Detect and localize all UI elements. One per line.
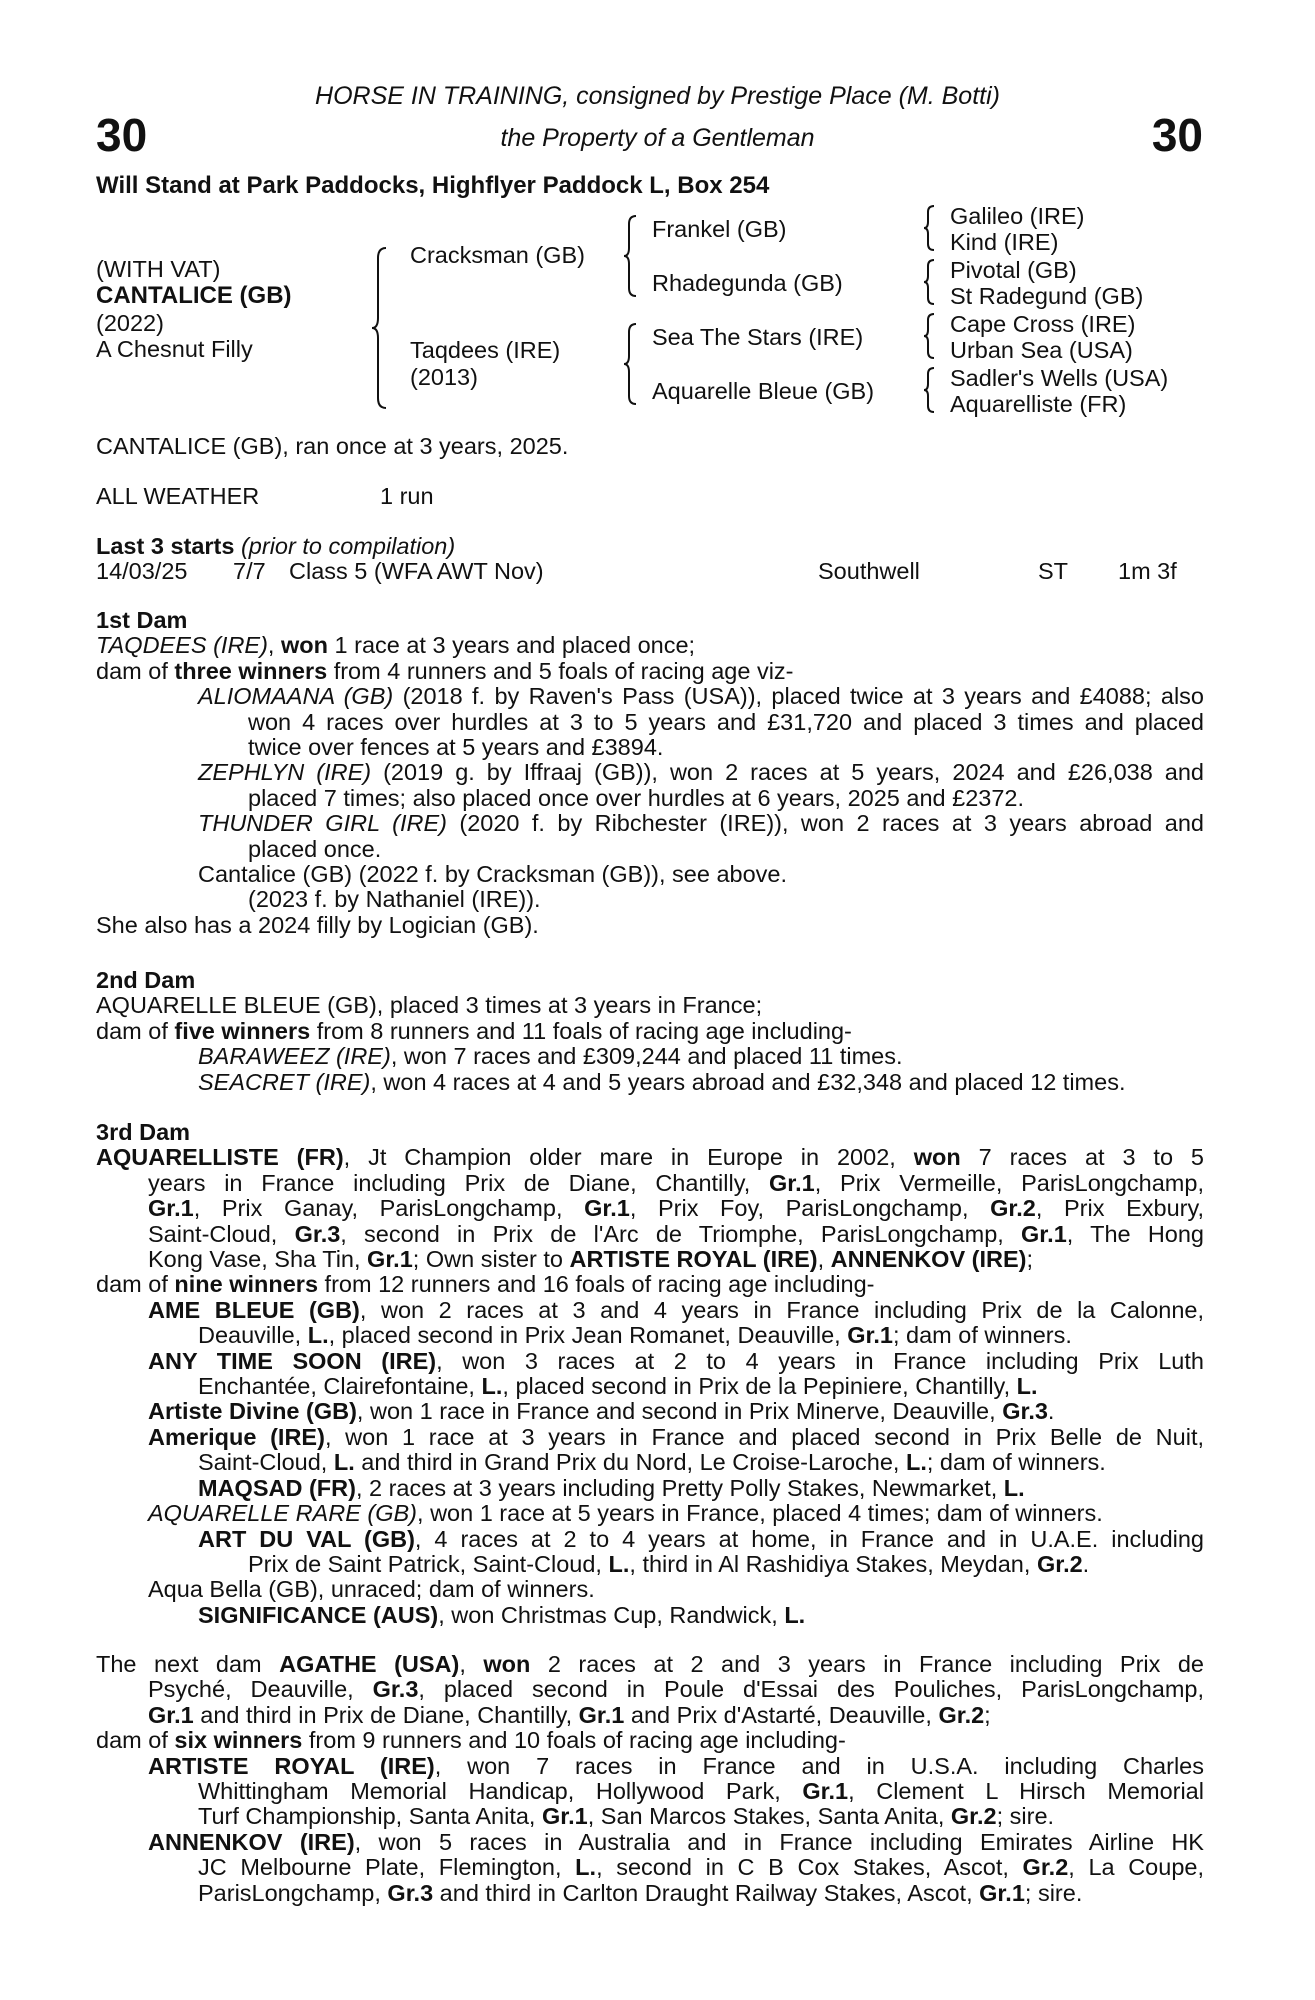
text: 1 race at 3 years and placed once; [327, 632, 696, 659]
pedigree-g7: Sadler's Wells (USA) [950, 365, 1169, 391]
start-distance: 1m 3f [1118, 558, 1177, 584]
third-dam-line [96, 1349, 1204, 1374]
start-position: 7/7 [233, 558, 266, 584]
dam-name: AGATHE (USA) [279, 1651, 460, 1677]
stand-line: Will Stand at Park Paddocks, Highflyer Paddock L, Box 254 [96, 172, 770, 199]
produce-name: ANY TIME SOON (IRE) [148, 1347, 437, 1374]
pedigree-dam: Taqdees (IRE) [410, 337, 561, 363]
text: Gr.2 [990, 1195, 1036, 1222]
text: , won 5 races in Australia and in France including Emirates Airline HK [354, 1828, 1204, 1855]
text: ParisLongchamp, [198, 1879, 388, 1906]
text: , won 7 races in France and in U.S.A. including Charles [434, 1752, 1204, 1779]
text: and third in Prix de Diane, Chantilly, [193, 1701, 579, 1728]
horse-year: (2022) [96, 310, 164, 336]
text: JC Melbourne Plate, Flemington, [198, 1854, 576, 1881]
next-dam-line [96, 1677, 1204, 1702]
next-dam-line [96, 1830, 1204, 1855]
text: Gr.2 [1022, 1854, 1069, 1881]
text: Gr.3 [372, 1676, 419, 1703]
lot-number-left: 30 [96, 109, 148, 161]
start-date: 14/03/25 [96, 558, 188, 584]
next-dam-line [96, 1881, 1204, 1906]
produce-name: SIGNIFICANCE (AUS) [198, 1601, 439, 1628]
third-dam-line [96, 1501, 1204, 1526]
third-dam-line [96, 1552, 1204, 1577]
pedigree-g4: St Radegund (GB) [950, 283, 1144, 309]
pedigree-sire-dam: Rhadegunda (GB) [652, 270, 843, 296]
text: Kong Vase, Sha Tin, [148, 1246, 368, 1273]
next-dam-line [96, 1703, 1204, 1728]
third-dam-line [96, 1476, 1204, 1501]
second-dam-line [96, 1070, 1204, 1095]
text: , won 1 race at 5 years in France, placed 4 times; dam of winners. [417, 1500, 1103, 1527]
pedigree-dam-dam: Aquarelle Bleue (GB) [652, 378, 875, 404]
third-dam-line [96, 1527, 1204, 1552]
brace-g78 [922, 366, 938, 414]
text: 7 races at 3 to 5 [960, 1144, 1204, 1171]
pedigree-g6: Urban Sea (USA) [950, 337, 1133, 363]
text: Gr.2 [950, 1803, 997, 1830]
third-dam-line [96, 1450, 1204, 1475]
text: ; dam of winners. [892, 1322, 1072, 1349]
third-dam-line [96, 1222, 1204, 1247]
pedigree-dam-year: (2013) [410, 364, 478, 390]
text: ; [1026, 1246, 1034, 1273]
text: ; [984, 1701, 991, 1728]
produce-name: ARTISTE ROYAL (IRE) [148, 1752, 435, 1779]
text: Psyché, Deauville, [148, 1676, 373, 1703]
text: Gr.1 [802, 1778, 849, 1805]
third-dam-line [96, 1171, 1204, 1196]
brace-sire [622, 214, 640, 298]
text: dam of [96, 1017, 175, 1044]
third-dam-line [96, 1603, 1204, 1628]
text: , Prix Vermeille, ParisLongchamp, [814, 1169, 1204, 1196]
third-dam-line: Aqua Bella (GB), unraced; dam of winners. [148, 1576, 595, 1603]
first-dam-line [96, 659, 1204, 684]
pedigree-g3: Pivotal (GB) [950, 257, 1077, 283]
text: , Clement L Hirsch Memorial [848, 1778, 1204, 1805]
next-dam-line [96, 1754, 1204, 1779]
second-dam-line: AQUARELLE BLEUE (GB), placed 3 times at 3 years in France; [96, 992, 763, 1019]
text: nine winners [174, 1271, 319, 1298]
text: , second in C B Cox Stakes, Ascot, [596, 1854, 1023, 1881]
text: Whittingham Memorial Handicap, Hollywood Park, [198, 1778, 803, 1805]
text: , 4 races at 2 to 4 years at home, in France and in U.A.E. including [414, 1525, 1205, 1552]
last-starts-heading [96, 533, 455, 560]
text: dam of [96, 657, 175, 684]
text: L. [575, 1854, 597, 1881]
text: , won 1 race at 3 years in France and placed second in Prix Belle de Nuit, [324, 1423, 1204, 1450]
first-dam-line: won 4 races over hurdles at 3 to 5 years and £31,720 and placed 3 times and placed [248, 708, 1204, 735]
surface-runs: 1 run [380, 483, 434, 509]
produce-name: MAQSAD (FR) [198, 1474, 356, 1501]
text: ANNENKOV (IRE) [830, 1246, 1027, 1273]
pedigree-g5: Cape Cross (IRE) [950, 311, 1136, 337]
pedigree-sire-sire: Frankel (GB) [652, 216, 787, 242]
consignment-line: HORSE IN TRAINING, consigned by Prestige Place (M. Botti) [315, 82, 1000, 110]
text: Turf Championship, Santa Anita, [198, 1803, 542, 1830]
race-summary: CANTALICE (GB), ran once at 3 years, 2025. [96, 433, 569, 459]
second-dam-section [96, 968, 1204, 1095]
last-starts-title: Last 3 starts [96, 533, 235, 559]
brace-main [370, 246, 390, 410]
text: , won 3 races at 2 to 4 years in France including Prix Luth [436, 1347, 1204, 1374]
third-dam-line [96, 1247, 1204, 1272]
text: , won 2 races at 3 and 4 years in France including Prix de la Calonne, [359, 1296, 1204, 1323]
text: ; Own sister to [412, 1246, 570, 1273]
text: , placed second in Poule d'Essai des Pouliches, ParisLongchamp, [418, 1676, 1205, 1703]
produce-name: SEACRET (IRE) [198, 1068, 371, 1095]
third-dam-line [96, 1196, 1204, 1221]
text: , 2 races at 3 years including Pretty Polly Stakes, Newmarket, [355, 1474, 1004, 1501]
pedigree-g1: Galileo (IRE) [950, 203, 1085, 229]
text: ; sire. [996, 1803, 1055, 1830]
third-dam-line [96, 1145, 1204, 1170]
next-dam-line [96, 1804, 1204, 1829]
text: , placed second in Prix de la Pepiniere, Chantilly, [502, 1373, 1017, 1400]
first-dam-line: twice over fences at 5 years and £3894. [248, 734, 664, 761]
pedigree-dam-sire: Sea The Stars (IRE) [652, 324, 864, 350]
produce-name: ART DU VAL (GB) [198, 1525, 415, 1552]
text: Gr.2 [938, 1701, 985, 1728]
third-dam-line [96, 1425, 1204, 1450]
text: and third in Grand Prix du Nord, Le Croise-Laroche, [354, 1449, 906, 1476]
text: ; dam of winners. [926, 1449, 1106, 1476]
text: L. [333, 1449, 355, 1476]
first-dam-line: placed once. [248, 835, 382, 862]
first-dam-line: Cantalice (GB) (2022 f. by Cracksman (GB)), see above. [198, 861, 788, 888]
second-dam-line [96, 1044, 1204, 1069]
produce-name: AME BLEUE (GB) [148, 1296, 360, 1323]
horse-name: CANTALICE (GB) [96, 282, 292, 309]
first-dam-line [96, 811, 1204, 836]
text: three winners [174, 657, 328, 684]
text: L. [1003, 1474, 1025, 1501]
text: ARTISTE ROYAL (IRE) [569, 1246, 818, 1273]
pedigree-sire: Cracksman (GB) [410, 242, 585, 268]
produce-name: BARAWEEZ (IRE) [198, 1043, 391, 1070]
text: and Prix d'Astarté, Deauville, [624, 1701, 939, 1728]
produce-name: Artiste Divine (GB) [148, 1398, 357, 1425]
text: , La Coupe, [1068, 1854, 1204, 1881]
produce-name: ANNENKOV (IRE) [148, 1828, 355, 1855]
last-starts-note: (prior to compilation) [240, 533, 456, 559]
first-dam-section [96, 608, 1204, 938]
text: Gr.2 [1036, 1550, 1083, 1577]
produce-name: Amerique (IRE) [148, 1423, 325, 1450]
first-dam-title: 1st Dam [96, 607, 188, 633]
text: dam of [96, 1271, 175, 1298]
text: Gr.1 [768, 1169, 815, 1196]
text: Gr.1 [847, 1322, 893, 1349]
text: Gr.1 [367, 1246, 413, 1273]
property-line: the Property of a Gentleman [500, 124, 815, 152]
text: Gr.3 [387, 1879, 434, 1906]
brace-dam [622, 322, 640, 406]
text: , won 1 race in France and second in Prix Minerve, Deauville, [356, 1398, 1003, 1425]
text: , [817, 1246, 831, 1273]
dam-name: TAQDEES (IRE) [96, 632, 268, 659]
text: The next dam [96, 1651, 280, 1677]
text: (2020 f. by Ribchester (IRE)), won 2 races at 3 years abroad and [446, 810, 1204, 837]
text: , Prix Foy, ParisLongchamp, [629, 1195, 991, 1222]
text: Gr.1 [584, 1195, 630, 1222]
vat-label: (WITH VAT) [96, 256, 221, 282]
text: from 4 runners and 5 foals of racing age viz- [327, 657, 794, 684]
text: Gr.1 [578, 1701, 625, 1728]
text: from 12 runners and 16 foals of racing age including- [318, 1271, 875, 1298]
second-dam-line [96, 1019, 1204, 1044]
first-dam-line: placed 7 times; also placed once over hurdles at 6 years, 2025 and £2372. [248, 784, 1025, 811]
text: from 8 runners and 11 foals of racing age including- [310, 1017, 852, 1044]
text: , The Hong [1066, 1220, 1205, 1247]
next-dam-line [96, 1855, 1204, 1880]
text: , won Christmas Cup, Randwick, [438, 1601, 785, 1628]
produce-name: AQUARELLE RARE (GB) [148, 1500, 418, 1527]
start-course: Southwell [818, 558, 920, 584]
text: and third in Carlton Draught Railway Stakes, Ascot, [433, 1879, 980, 1906]
third-dam-section [96, 1120, 1204, 1628]
text: L. [481, 1373, 503, 1400]
dam-name: AQUARELLISTE (FR) [96, 1144, 344, 1171]
text: , third in Al Rashidiya Stakes, Meydan, [629, 1550, 1037, 1577]
text: five winners [174, 1017, 311, 1044]
text: Prix de Saint Patrick, Saint-Cloud, [248, 1550, 609, 1577]
next-dam-section [96, 1652, 1204, 1906]
next-dam-line [96, 1728, 1204, 1753]
start-race: Class 5 (WFA AWT Nov) [289, 558, 544, 584]
text: Gr.3 [294, 1220, 341, 1247]
brace-g34 [922, 258, 938, 306]
start-going: ST [1038, 558, 1069, 584]
text: Gr.1 [979, 1879, 1025, 1906]
text: six winners [174, 1727, 303, 1754]
first-dam-line: She also has a 2024 filly by Logician (GB). [96, 911, 539, 938]
first-dam-line [96, 633, 1204, 658]
brace-g12 [922, 204, 938, 252]
text: Gr.1 [148, 1195, 194, 1222]
text: , Jt Champion older mare in Europe in 2002, [343, 1144, 914, 1171]
text: Saint-Cloud, [198, 1449, 334, 1476]
text: Enchantée, Clairefontaine, [198, 1373, 482, 1400]
text: years in France including Prix de Diane, Chantilly, [148, 1169, 769, 1196]
text: . [1082, 1550, 1090, 1577]
pedigree-g8: Aquarelliste (FR) [950, 391, 1127, 417]
first-dam-line [96, 684, 1204, 709]
text: , Prix Ganay, ParisLongchamp, [193, 1195, 585, 1222]
first-dam-line [96, 760, 1204, 785]
text: L. [307, 1322, 329, 1349]
text: Gr.1 [542, 1803, 588, 1830]
text: Saint-Cloud, [148, 1220, 295, 1247]
text: won [280, 632, 328, 659]
text: dam of [96, 1727, 175, 1754]
text: , San Marcos Stakes, Santa Anita, [587, 1803, 951, 1830]
first-dam-line: (2023 f. by Nathaniel (IRE)). [248, 886, 541, 913]
text: Gr.1 [148, 1701, 194, 1728]
third-dam-title: 3rd Dam [96, 1119, 191, 1145]
text: L. [608, 1550, 630, 1577]
third-dam-line [96, 1374, 1204, 1399]
text: 2 races at 2 and 3 years in France including Prix de [530, 1651, 1204, 1677]
text: from 9 runners and 10 foals of racing age including- [302, 1727, 846, 1754]
text: L. [905, 1449, 927, 1476]
text: L. [784, 1601, 806, 1628]
text: Gr.3 [1002, 1398, 1048, 1425]
next-dam-line [96, 1652, 1204, 1677]
produce-name: ALIOMAANA (GB) [198, 683, 394, 710]
horse-description: A Chesnut Filly [96, 336, 253, 362]
produce-name: THUNDER GIRL (IRE) [198, 810, 447, 837]
surface-label: ALL WEATHER [96, 483, 260, 509]
text: Gr.1 [1021, 1220, 1067, 1247]
text: Deauville, [198, 1322, 308, 1349]
third-dam-line [96, 1298, 1204, 1323]
text: won [483, 1651, 531, 1677]
brace-g56 [922, 312, 938, 360]
text: won [913, 1144, 961, 1171]
text: L. [1016, 1373, 1038, 1400]
next-dam-line [96, 1779, 1204, 1804]
text: , [459, 1651, 484, 1677]
produce-name: ZEPHLYN (IRE) [198, 759, 372, 786]
text: , placed second in Prix Jean Romanet, Deauville, [328, 1322, 848, 1349]
pedigree-g2: Kind (IRE) [950, 229, 1059, 255]
text: , [267, 632, 281, 659]
text: , Prix Exbury, [1035, 1195, 1205, 1222]
third-dam-line [96, 1323, 1204, 1348]
text: , second in Prix de l'Arc de Triomphe, ParisLongchamp, [340, 1220, 1022, 1247]
third-dam-line [96, 1399, 1204, 1424]
text: . [1047, 1398, 1055, 1425]
text: (2018 f. by Raven's Pass (USA)), placed twice at 3 years and £4088; also [393, 683, 1204, 710]
text: (2019 g. by Iffraaj (GB)), won 2 races at 5 years, 2024 and £26,038 and [371, 759, 1204, 786]
lot-number-right: 30 [1151, 109, 1203, 161]
third-dam-line [96, 1272, 1204, 1297]
text: , won 4 races at 4 and 5 years abroad and £32,348 and placed 12 times. [370, 1068, 1126, 1095]
text: , won 7 races and £309,244 and placed 11 times. [390, 1043, 903, 1070]
second-dam-title: 2nd Dam [96, 967, 196, 993]
text: ; sire. [1024, 1879, 1083, 1906]
